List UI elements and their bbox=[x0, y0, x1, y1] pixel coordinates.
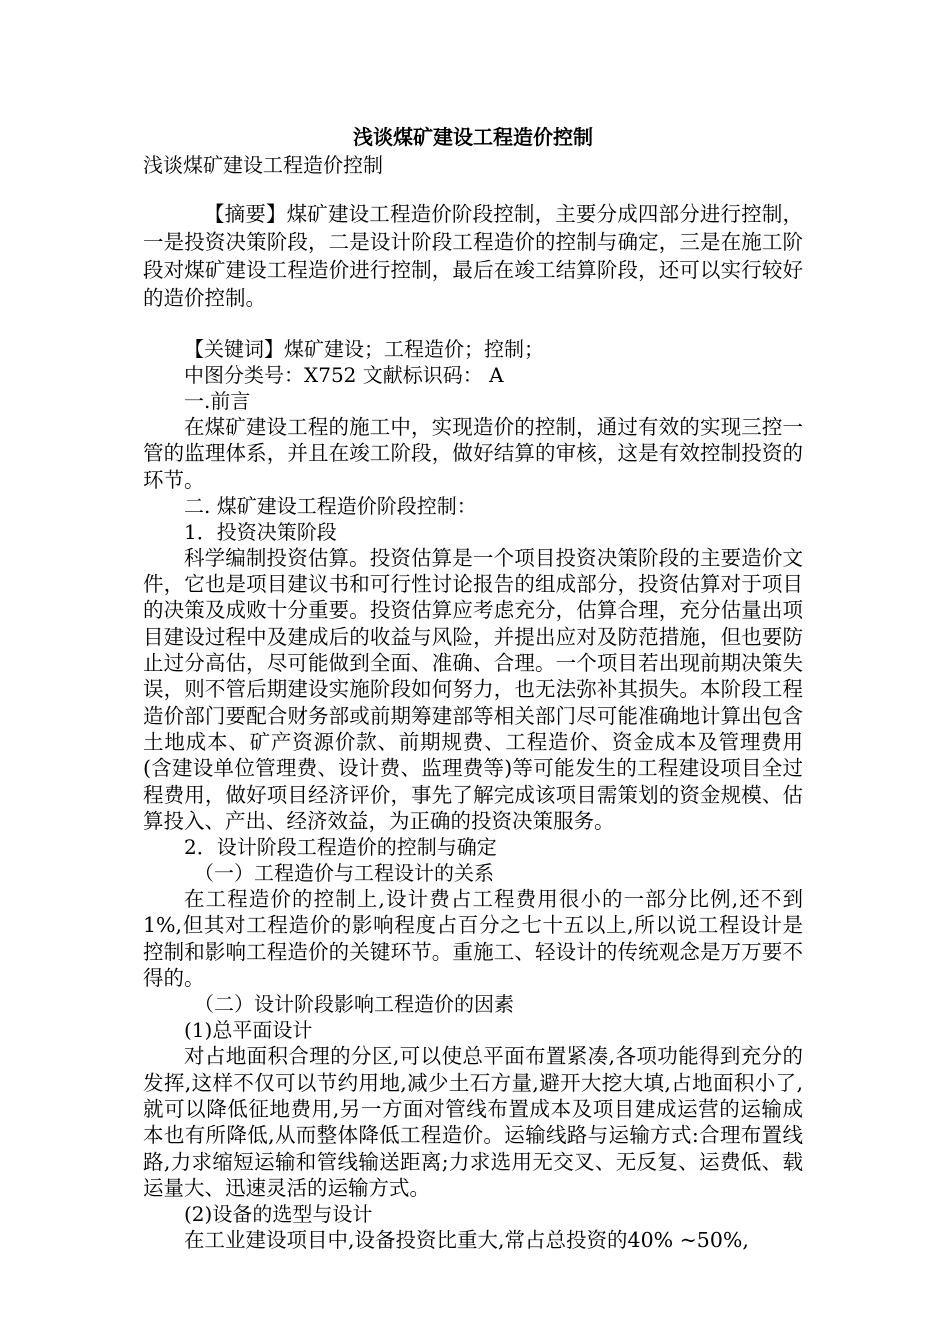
keywords-line: 【关键词】煤矿建设；工程造价；控制； bbox=[184, 337, 544, 361]
document-subtitle: 浅谈煤矿建设工程造价控制 bbox=[143, 153, 383, 177]
preface-paragraph: 在煤矿建设工程的施工中，实现造价的控制，通过有效的实现三控一管的监理体系，并且在竣工阶段，做好结算的审核，这是有效控制投资的环节。 bbox=[143, 415, 803, 492]
investment-decision-paragraph: 科学编制投资估算。投资估算是一个项目投资决策阶段的主要造价文件，它也是项目建议书和可行性讨论报告的组成部分，投资估算对于项目的决策及成败十分重要。投资估算应考虑充分，估算合理，充分估量出项目建设过程中及建成后的收益与风险，并提出应对及防范措施，但也要防止过分高估，尽可能做到全面、准确、合理。一个项目若出现前期决策失误，则不管后期建设实施阶段如何努力，也无法弥补其损失。本阶段工程造价部门要配合财务部或前期筹建部等相关部门尽可能准确地计算出包含土地成本、矿产资源价款、前期规费、工程造价、资金成本及管理费用(含建设单位管理费、设计费、监理费等)等可能发生的工程建设项目全过程费用，做好项目经济评价，事先了解完成该项目需策划的资金规模、估算投入、产出、经济效益，为正确的投资决策服务。 bbox=[143, 545, 803, 833]
document-page bbox=[143, 122, 803, 1253]
subsection-heading-design-stage: 2．设计阶段工程造价的控制与确定 bbox=[184, 835, 497, 860]
equipment-paragraph: 在工业建设项目中,设备投资比重大,常占总投资的40% ~50%, bbox=[184, 1228, 749, 1253]
item-heading-equipment: (2)设备的选型与设计 bbox=[184, 1202, 373, 1227]
section-heading-preface: 一.前言 bbox=[184, 389, 251, 413]
subsection-heading-investment-decision: 1．投资决策阶段 bbox=[184, 519, 337, 544]
site-plan-paragraph: 对占地面积合理的分区,可以使总平面布置紧凑,各项功能得到充分的发挥,这样不仅可以节约用地,减少土石方量,避开大挖大填,占地面积小了,就可以降低征地费用,另一方面对管线布置成本及项目建成运营的运输成本也有所降低,从而整体降低工程造价。运输线路与运输方式:合理布置线路,力求缩短运输和管线输送距离;力求选用无交叉、无反复、运费低、载运量大、迅速灵活的运输方式。 bbox=[143, 1044, 803, 1200]
document-title: 浅谈煤矿建设工程造价控制 bbox=[353, 125, 593, 149]
cost-design-relation-paragraph: 在工程造价的控制上,设计费占工程费用很小的一部分比例,还不到1%,但其对工程造价的影响程度占百分之七十五以上,所以说工程设计是控制和影响工程造价的关键环节。重施工、轻设计的传统观念是万万要不得的。 bbox=[143, 887, 803, 991]
section-heading-stage-control: 二. 煤矿建设工程造价阶段控制： bbox=[184, 493, 477, 518]
classification-line: 中图分类号：X752 文献标识码： A bbox=[184, 363, 504, 387]
subheading-design-factors: （二）设计阶段影响工程造价的因素 bbox=[194, 992, 514, 1017]
subheading-cost-design-relation: （一）工程造价与工程设计的关系 bbox=[194, 861, 494, 886]
abstract-paragraph: 【摘要】煤矿建设工程造价阶段控制，主要分成四部分进行控制，一是投资决策阶段，二是设计阶段工程造价的控制与确定，三是在施工阶段对煤矿建设工程造价进行控制，最后在竣工结算阶段，还可以实行较好的造价控制。 bbox=[143, 202, 803, 310]
blank-line bbox=[143, 312, 803, 336]
item-heading-site-plan: (1)总平面设计 bbox=[184, 1018, 313, 1043]
